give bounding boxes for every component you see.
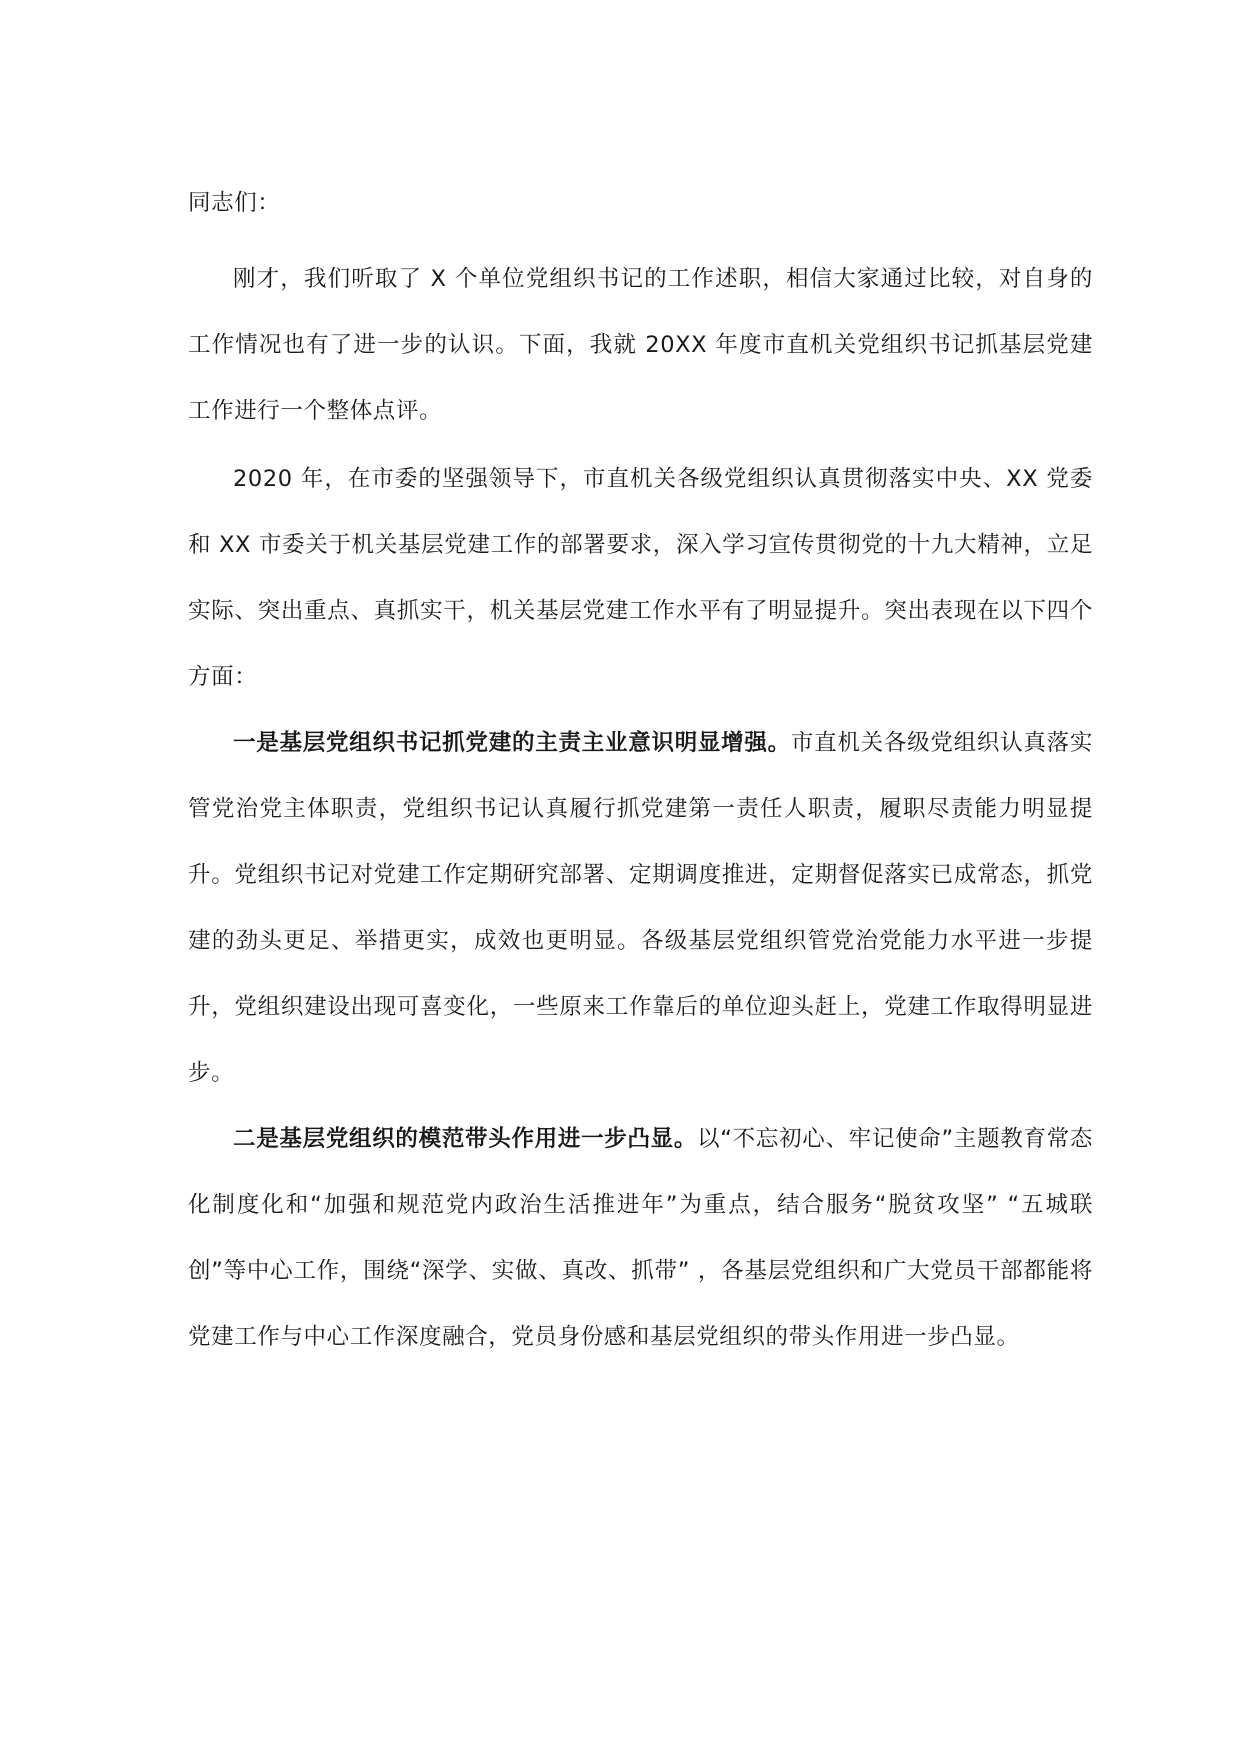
paragraph-point-one [188, 710, 1093, 1106]
paragraph-text: 市直机关各级党组织认真落实管党治党主体职责，党组织书记认真履行抓党建第一责任人职责，履职尽责能力明显提升。党组织书记对党建工作定期研究部署、定期调度推进，定期督促落实已成常态，抓党建的劲头更足、举措更实，成效也更明显。各级基层党组织管党治党能力水平进一步提升，党组织建设出现可喜变化，一些原来工作靠后的单位迎头赶上，党建工作取得明显进步。 [188, 730, 1093, 1086]
paragraph-lead: 一是基层党组织书记抓党建的主责主业意识明显增强。 [233, 730, 791, 756]
paragraph-text: 2020 年，在市委的坚强领导下，市直机关各级党组织认真贯彻落实中央、XX 党委和 XX 市委关于机关基层党建工作的部署要求，深入学习宣传贯彻党的十九大精神，立足实际、突出重点、真抓实干，机关基层党建工作水平有了明显提升。突出表现在以下四个方面： [188, 466, 1093, 690]
paragraph-lead: 二是基层党组织的模范带头作用进一步凸显。 [233, 1126, 698, 1152]
paragraph-intro [188, 246, 1093, 444]
paragraph-point-two [188, 1106, 1093, 1370]
greeting: 同志们： [188, 190, 281, 216]
paragraph-text: 刚才，我们听取了 X 个单位党组织书记的工作述职，相信大家通过比较，对自身的工作情况也有了进一步的认识。下面，我就 20XX 年度市直机关党组织书记抓基层党建工作进行一个整体点评。 [188, 266, 1093, 424]
paragraph-text: 以“不忘初心、牢记使命”主题教育常态化制度化和“加强和规范党内政治生活推进年”为重点，结合服务“脱贫攻坚” “五城联创”等中心工作，围绕“深学、实做、真改、抓带” ，各基层党组织和广大党员干部都能将党建工作与中心工作深度融合，党员身份感和基层党组织的带头作用进一步凸显。 [188, 1126, 1093, 1350]
paragraph-summary [188, 446, 1093, 710]
document-body [188, 170, 1093, 1370]
